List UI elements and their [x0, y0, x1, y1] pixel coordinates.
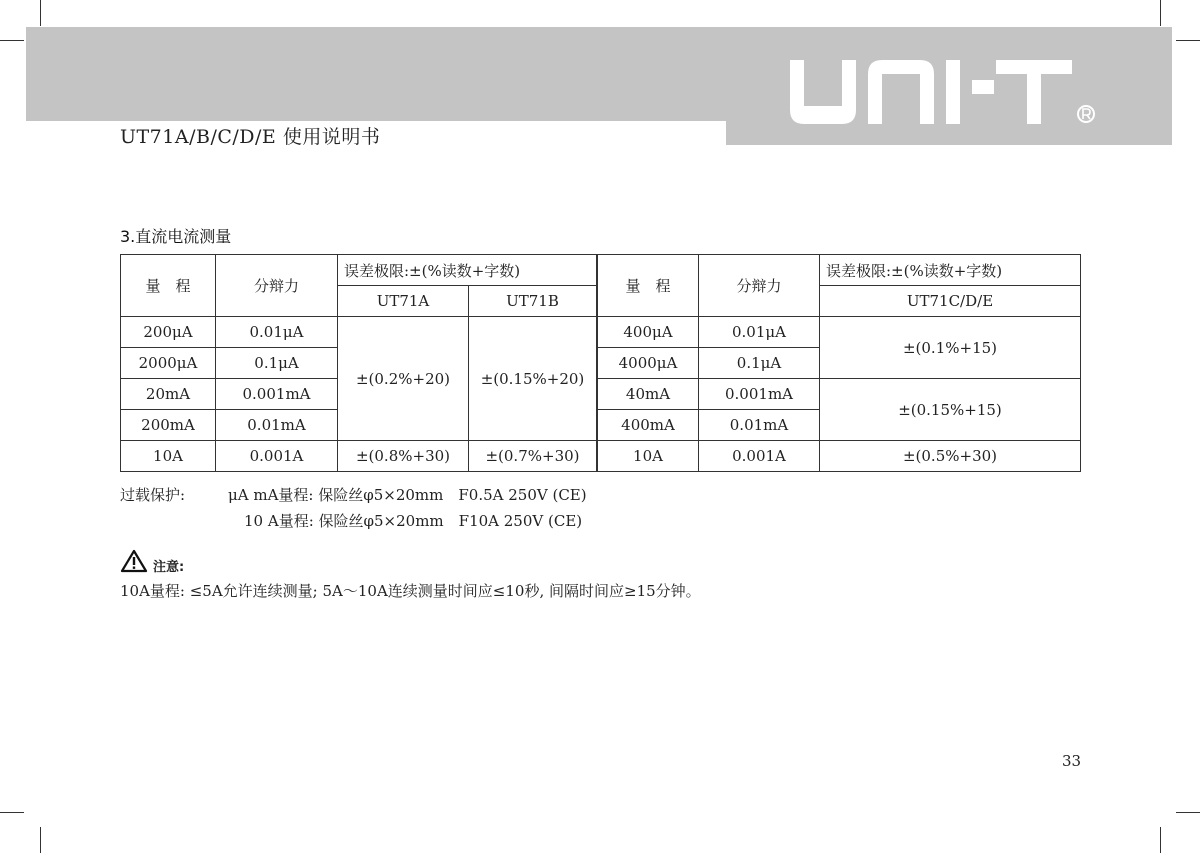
protection-line-ua-ma: μA mA量程: 保险丝φ5×20mm F0.5A 250V (CE) [228, 486, 587, 504]
range-cell: 10A [121, 441, 216, 472]
range-cell: 2000μA [121, 348, 216, 379]
resolution-cell: 0.1μA [216, 348, 338, 379]
resolution-cell: 0.01mA [699, 410, 820, 441]
resolution-cell: 0.001A [699, 441, 820, 472]
resolution-cell: 0.01μA [699, 317, 820, 348]
range-cell: 20mA [121, 379, 216, 410]
header-resolution: 分辩力 [699, 255, 820, 317]
manual-title: UT71A/B/C/D/E 使用说明书 [120, 126, 381, 148]
crop-mark [40, 827, 41, 853]
crop-mark [0, 812, 24, 813]
spec-table-ut71cde [597, 254, 1081, 472]
header-accuracy: 误差极限:±(%读数+字数) [338, 255, 597, 286]
table-row [598, 379, 1081, 410]
accuracy-cell: ±(0.2%+20) [338, 317, 469, 441]
protection-label: 过载保护: [120, 486, 186, 504]
accuracy-cell: ±(0.7%+30) [469, 441, 597, 472]
accuracy-cell: ±(0.5%+30) [820, 441, 1081, 472]
crop-mark [0, 40, 24, 41]
crop-mark [40, 0, 41, 26]
brand-logo [786, 58, 1098, 128]
table-row [121, 317, 597, 348]
accuracy-cell: ±(0.15%+20) [469, 317, 597, 441]
header-model: UT71C/D/E [820, 286, 1081, 317]
header-model-a: UT71A [338, 286, 469, 317]
range-cell: 4000μA [598, 348, 699, 379]
crop-mark [1160, 0, 1161, 26]
range-cell: 200μA [121, 317, 216, 348]
note-label: 注意: [153, 560, 185, 575]
protection-line-10a: 10 A量程: 保险丝φ5×20mm F10A 250V (CE) [244, 512, 583, 530]
range-cell: 400μA [598, 317, 699, 348]
resolution-cell: 0.01mA [216, 410, 338, 441]
resolution-cell: 0.001A [216, 441, 338, 472]
range-cell: 200mA [121, 410, 216, 441]
accuracy-cell: ±(0.15%+15) [820, 379, 1081, 441]
crop-mark [1176, 40, 1200, 41]
table-row [598, 441, 1081, 472]
note-text: 10A量程: ≤5A允许连续测量; 5A～10A连续测量时间应≤10秒, 间隔时间应≥15分钟。 [120, 582, 701, 600]
section-title: 3.直流电流测量 [120, 227, 232, 246]
header-model-b: UT71B [469, 286, 597, 317]
range-cell: 10A [598, 441, 699, 472]
accuracy-cell: ±(0.1%+15) [820, 317, 1081, 379]
resolution-cell: 0.001mA [699, 379, 820, 410]
resolution-cell: 0.001mA [216, 379, 338, 410]
accuracy-cell: ±(0.8%+30) [338, 441, 469, 472]
header-resolution: 分辩力 [216, 255, 338, 317]
spec-table-ut71ab [120, 254, 597, 472]
header-range: 量 程 [121, 255, 216, 317]
resolution-cell: 0.1μA [699, 348, 820, 379]
resolution-cell: 0.01μA [216, 317, 338, 348]
crop-mark [1176, 812, 1200, 813]
table-row [598, 317, 1081, 348]
page-number: 33 [1062, 752, 1082, 770]
range-cell: 40mA [598, 379, 699, 410]
header-accuracy: 误差极限:±(%读数+字数) [820, 255, 1081, 286]
header-range: 量 程 [598, 255, 699, 317]
range-cell: 400mA [598, 410, 699, 441]
crop-mark [1160, 827, 1161, 853]
table-row [121, 441, 597, 472]
warning-triangle-icon [120, 549, 148, 573]
